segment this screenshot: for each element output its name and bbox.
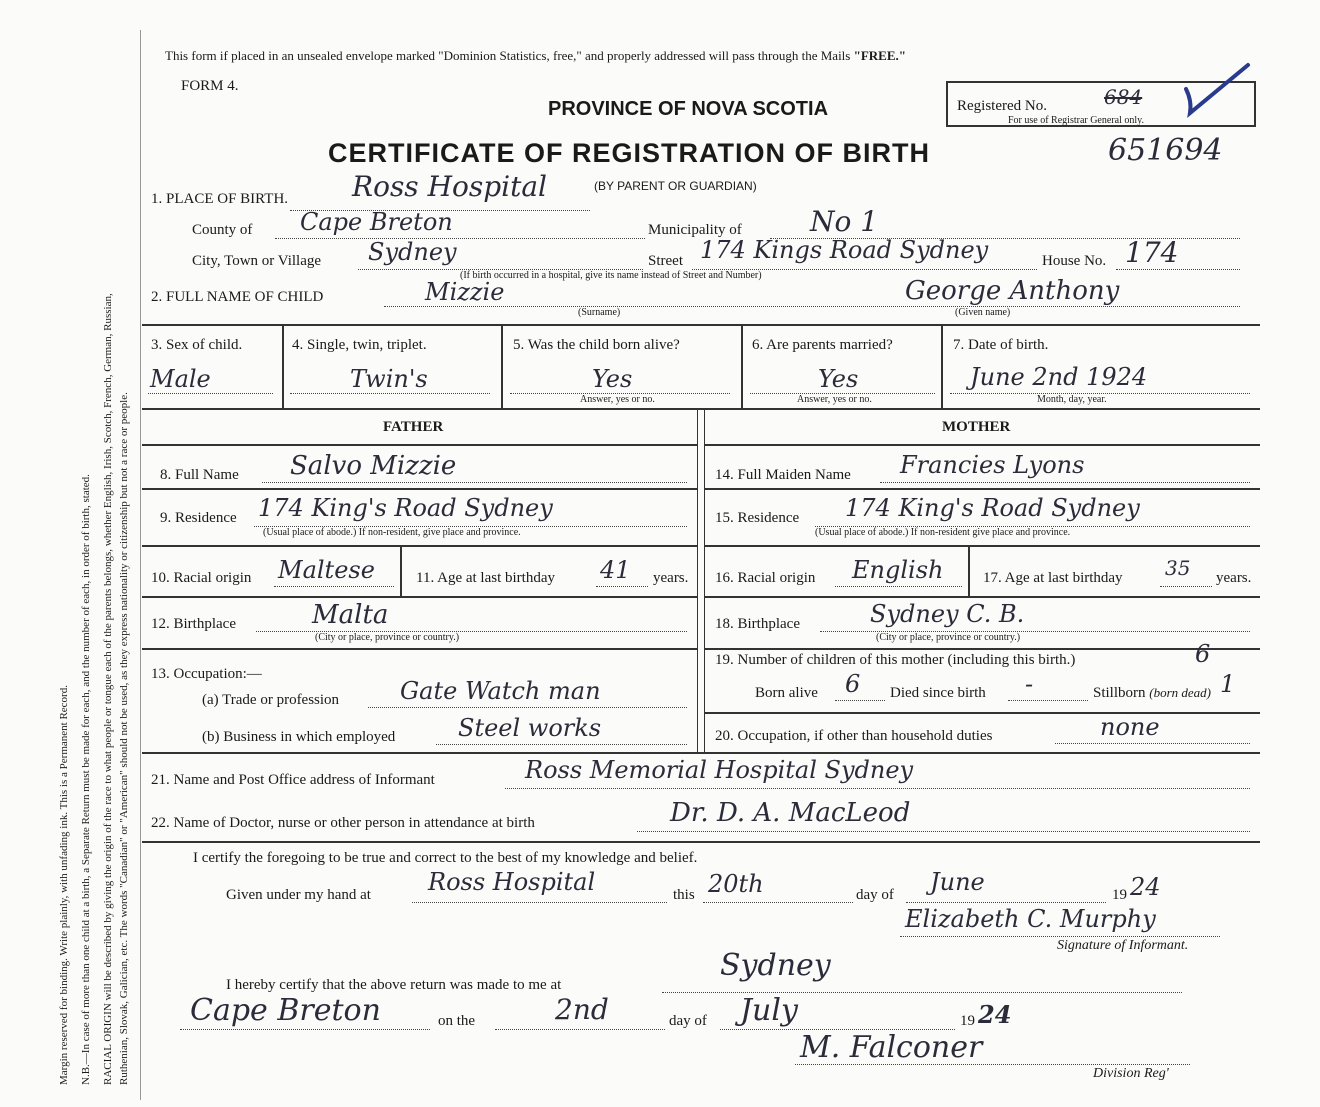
informant-signature: Elizabeth C. Murphy [905, 905, 1156, 933]
informant-label: 21. Name and Post Office address of Informant [151, 772, 435, 788]
certificate-title: CERTIFICATE OF REGISTRATION OF BIRTH [328, 138, 930, 168]
alive-caption: Answer, yes or no. [580, 394, 655, 405]
stillborn-value: 1 [1220, 670, 1236, 698]
county-label: County of [192, 222, 253, 238]
doctor-label: 22. Name of Doctor, nurse or other person in attendance at birth [151, 815, 535, 831]
sex-value: Male [150, 365, 211, 393]
street-value: 174 Kings Road Sydney [700, 236, 989, 264]
given-under-place: Ross Hospital [428, 868, 596, 896]
city-value: Sydney [368, 238, 457, 266]
father-birthplace-value: Malta [312, 600, 389, 630]
given-month-value: June [930, 868, 985, 896]
alive-label: 5. Was the child born alive? [513, 337, 680, 353]
margin-instructions [0, 0, 140, 1107]
registrar-day: 2nd [555, 993, 609, 1026]
place-of-birth-value: Ross Hospital [352, 170, 548, 203]
father-residence-label: 9. Residence [160, 510, 237, 526]
dob-label: 7. Date of birth. [953, 337, 1049, 353]
father-residence-value: 174 King's Road Sydney [258, 494, 553, 522]
certificate-number: 651694 [1108, 133, 1223, 168]
hospital-note: (If birth occurred in a hospital, give its name instead of Street and Number) [460, 270, 762, 281]
child-given-name-value: George Anthony [905, 276, 1120, 306]
registrar-place: Sydney [720, 948, 831, 983]
margin-rule [140, 30, 141, 1100]
given-name-caption: (Given name) [955, 307, 1011, 318]
registrar-signature: M. Falconer [800, 1030, 983, 1065]
doctor-value: Dr. D. A. MacLeod [670, 798, 911, 828]
mother-occupation-value: none [1100, 713, 1160, 741]
margin-line-4: Ruthenian, Slovak, Galician, etc. The words "Canadian" or "American" should not be used, as they express nationality or citizenship but not a race or people. [118, 392, 130, 1085]
margin-line-3: RACIAL ORIGIN will be described by giving the origin of the race to what people or tongue each of the parents belongs, whether English, Irish, Scotch, French, German, Russian, [102, 293, 114, 1085]
dob-value: June 2nd 1924 [970, 363, 1148, 391]
registrar-caption: Division Reg' [1093, 1066, 1169, 1081]
father-birthplace-caption: (City or place, province or country.) [315, 632, 460, 643]
form-number: FORM 4. [181, 78, 239, 94]
mother-children-value: 6 [1195, 640, 1211, 668]
mother-residence-label: 15. Residence [715, 510, 800, 526]
registrar-on-label: on the [438, 1013, 476, 1029]
father-business-label: (b) Business in which employed [202, 729, 396, 745]
registrar-note: For use of Registrar General only. [1008, 115, 1144, 126]
margin-line-2: N.B.—In case of more than one child at a birth, a Separate Return must be made for each, and the number of each, in order of birth, stated. [80, 474, 92, 1085]
mother-age-value: 35 [1165, 556, 1191, 580]
mother-race-label: 16. Racial origin [715, 570, 816, 586]
mother-occupation-label: 20. Occupation, if other than household duties [715, 728, 993, 744]
mother-birthplace-caption: (City or place, province or country.) [876, 632, 1021, 643]
margin-line-1: Margin reserved for binding. Write plainly, with unfading ink. This is a Permanent Record. [58, 685, 70, 1085]
certificate-subtitle: (BY PARENT OR GUARDIAN) [594, 179, 757, 193]
given-day-of-label: day of [856, 887, 894, 903]
father-birthplace-label: 12. Birthplace [151, 616, 236, 632]
father-race-value: Maltese [278, 556, 375, 584]
mother-birthplace-value: Sydney C. B. [870, 600, 1025, 628]
father-business-value: Steel works [458, 714, 602, 742]
father-heading: FATHER [383, 419, 444, 435]
given-year-value: 24 [1130, 873, 1161, 901]
mother-residence-value: 174 King's Road Sydney [845, 494, 1140, 522]
registered-box [946, 81, 1256, 127]
registered-label: Registered No. [957, 98, 1047, 114]
registrar-certify-line: I hereby certify that the above return was made to me at [226, 977, 562, 993]
surname-caption: (Surname) [578, 307, 621, 318]
street-label: Street [648, 253, 683, 269]
municipality-value: No 1 [810, 205, 879, 238]
married-value: Yes [818, 365, 859, 393]
mother-name-value: Francies Lyons [900, 451, 1085, 479]
mother-children-label: 19. Number of children of this mother (including this birth.) [715, 652, 1076, 668]
registrar-county: Cape Breton [190, 993, 381, 1028]
registrar-month: July [740, 993, 798, 1028]
married-label: 6. Are parents married? [752, 337, 893, 353]
checkmark-icon [1178, 61, 1268, 131]
mother-heading: MOTHER [942, 419, 1011, 435]
this-label: this [673, 887, 695, 903]
given-year-prefix: 19 [1112, 887, 1127, 903]
alive-value: Yes [592, 365, 633, 393]
registrar-year-prefix: 19 [960, 1013, 975, 1029]
informant-signature-caption: Signature of Informant. [1057, 938, 1189, 953]
county-value: Cape Breton [300, 208, 453, 236]
place-of-birth-label: 1. PLACE OF BIRTH. [151, 191, 289, 207]
mother-name-label: 14. Full Maiden Name [715, 467, 851, 483]
father-name-value: Salvo Mizzie [290, 451, 457, 481]
father-age-label: 11. Age at last birthday [416, 570, 555, 586]
informant-value: Ross Memorial Hospital Sydney [525, 756, 914, 784]
child-name-label: 2. FULL NAME OF CHILD [151, 289, 324, 305]
born-alive-value: 6 [845, 670, 861, 698]
father-race-label: 10. Racial origin [151, 570, 252, 586]
registrar-year: 24 [978, 1000, 1012, 1029]
given-day-value: 20th [708, 870, 764, 898]
registrar-day-of-label: day of [669, 1013, 707, 1029]
mother-age-unit: years. [1216, 570, 1252, 586]
plurality-label: 4. Single, twin, triplet. [292, 337, 427, 353]
house-number-label: House No. [1042, 253, 1107, 269]
father-age-unit: years. [653, 570, 689, 586]
sex-label: 3. Sex of child. [151, 337, 243, 353]
married-caption: Answer, yes or no. [797, 394, 872, 405]
mother-race-value: English [852, 556, 944, 584]
child-surname-value: Mizzie [425, 278, 505, 306]
father-name-label: 8. Full Name [160, 467, 239, 483]
dob-caption: Month, day, year. [1037, 394, 1107, 405]
born-alive-label: Born alive [755, 685, 818, 701]
father-occupation-label: 13. Occupation:— [151, 666, 262, 682]
house-number-value: 174 [1125, 236, 1179, 269]
mother-birthplace-label: 18. Birthplace [715, 616, 800, 632]
municipality-label: Municipality of [648, 222, 742, 238]
father-residence-caption: (Usual place of abode.) If non-resident, give place and province. [263, 527, 521, 538]
plurality-value: Twin's [350, 365, 428, 393]
given-under-label: Given under my hand at [226, 887, 371, 903]
mother-age-label: 17. Age at last birthday [983, 570, 1123, 586]
father-trade-value: Gate Watch man [400, 677, 601, 705]
father-trade-label: (a) Trade or profession [202, 692, 340, 708]
died-since-birth-label: Died since birth [890, 685, 986, 701]
stillborn-label: Stillborn (born dead) [1093, 685, 1212, 701]
mail-notice: This form if placed in an unsealed envelope marked "Dominion Statistics, free," and properly addressed will pass through the Mails "FREE." [165, 48, 906, 63]
certify-statement: I certify the foregoing to be true and correct to the best of my knowledge and belief. [193, 850, 698, 866]
died-since-birth-value: - [1025, 670, 1034, 698]
province-heading: PROVINCE OF NOVA SCOTIA [548, 98, 829, 120]
city-label: City, Town or Village [192, 253, 322, 269]
registered-struck-number: 684 [1104, 85, 1143, 109]
mother-residence-caption: (Usual place of abode.) If non-resident give place and province. [815, 527, 1071, 538]
father-age-value: 41 [600, 556, 631, 584]
